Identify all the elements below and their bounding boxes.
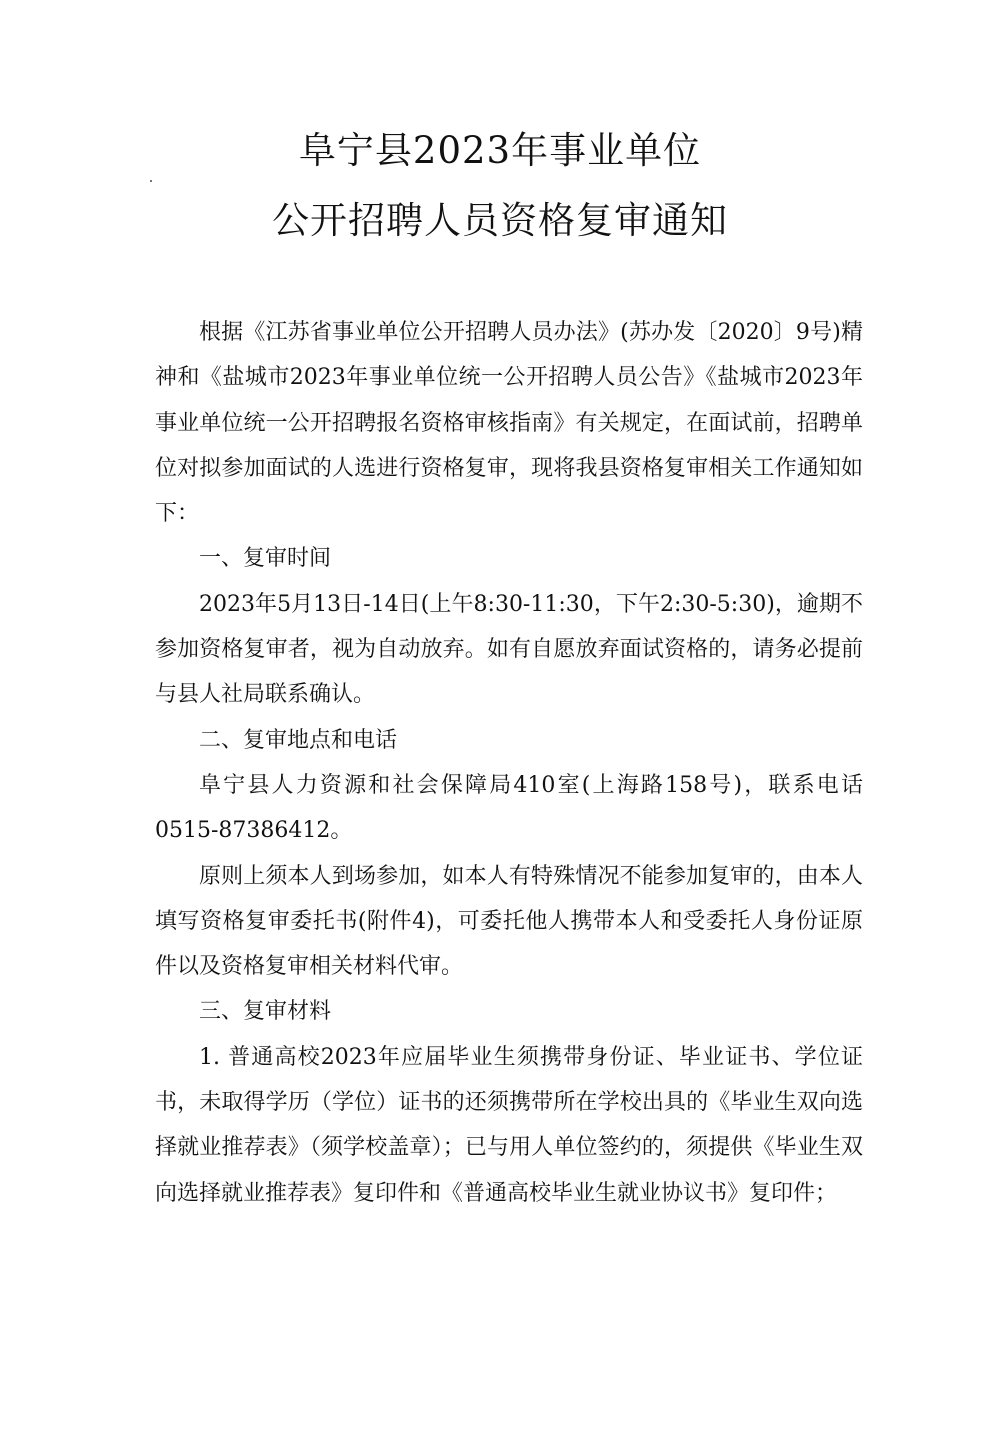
document-body xyxy=(155,310,863,1216)
section-heading-location-phone: 二、复审地点和电话 xyxy=(199,727,398,753)
scan-speck xyxy=(150,180,152,182)
document-title-line-2: 公开招聘人员资格复审通知 xyxy=(272,199,728,242)
review-time-paragraph: 2023年5月13日-14日(上午8:30-11:30，下午2:30-5:30)，逾期不参加资格复审者，视为自动放弃。如有自愿放弃面试资格的，请务必提前与县人社局联系确认。 xyxy=(155,591,863,708)
section-heading-review-time: 一、复审时间 xyxy=(199,546,332,572)
intro-paragraph: 根据《江苏省事业单位公开招聘人员办法》(苏办发〔2020〕9号)精神和《盐城市2023年事业单位统一公开招聘人员公告》《盐城市2023年事业单位统一公开招聘报名资格审核指南》有关规定，在面试前，招聘单位对拟参加面试的人选进行资格复审，现将我县资格复审相关工作通知如下： xyxy=(155,320,863,527)
section-heading-materials: 三、复审材料 xyxy=(199,999,332,1025)
attendance-paragraph: 原则上须本人到场参加，如本人有特殊情况不能参加复审的，由本人填写资格复审委托书(附件4)，可委托他人携带本人和受委托人身份证原件以及资格复审相关材料代审。 xyxy=(155,863,863,980)
materials-item-1: 1. 普通高校2023年应届毕业生须携带身份证、毕业证书、学位证书，未取得学历（学位）证书的还须携带所在学校出具的《毕业生双向选择就业推荐表》（须学校盖章）；已与用人单位签约的，须提供《毕业生双向选择就业推荐表》复印件和《普通高校毕业生就业协议书》复印件； xyxy=(155,1044,863,1206)
location-phone-paragraph: 阜宁县人力资源和社会保障局410室(上海路158号)，联系电话0515-87386412。 xyxy=(155,772,863,844)
document-title-line-1: 阜宁县2023年事业单位 xyxy=(298,129,702,172)
